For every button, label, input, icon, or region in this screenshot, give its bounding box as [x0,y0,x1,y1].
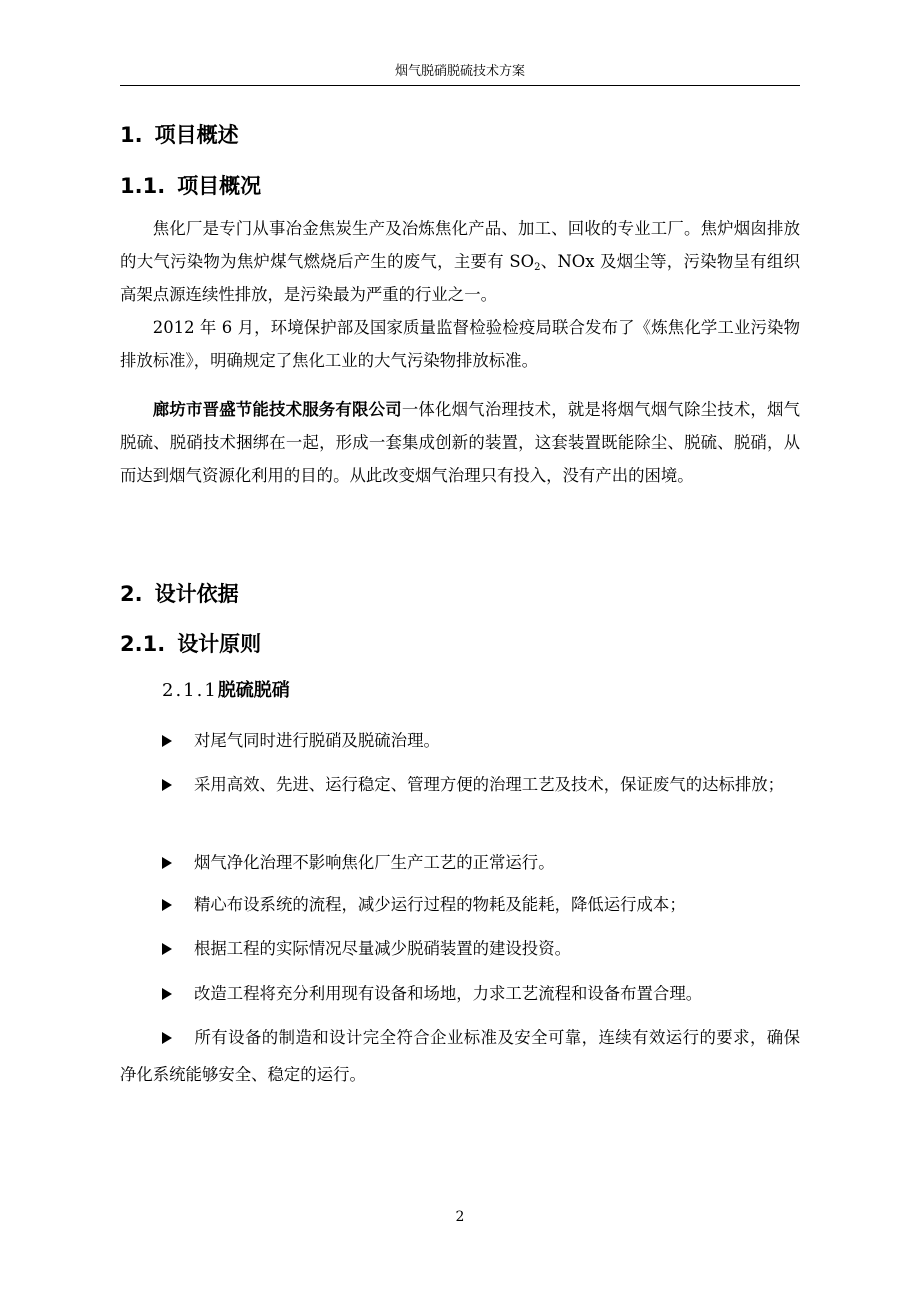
bullet-item: 精心布设系统的流程，减少运行过程的物耗及能耗，降低运行成本； [120,886,800,923]
section-1-number: 1. [120,123,143,147]
arrow-bullet-icon [162,988,172,1000]
arrow-bullet-icon [162,779,172,791]
section-2-1-1-heading [162,678,290,704]
bullet-item: 对尾气同时进行脱硝及脱硫治理。 [120,722,800,759]
page-number: 2 [455,1209,465,1225]
section-1-heading [120,121,239,149]
paragraph-overview: 焦化厂是专门从事冶金焦炭生产及冶炼焦化产品、加工、回收的专业工厂。焦炉烟囱排放的大气污染物为焦炉煤气燃烧后产生的废气，主要有 $SO_2$、NOx 及烟尘等，污染物呈有组织高架点源连续性排放，是污染最为严重的行业之一。 [120,219,800,304]
arrow-bullet-icon [162,899,172,911]
arrow-bullet-icon [162,1032,172,1044]
bullet-item: 采用高效、先进、运行稳定、管理方便的治理工艺及技术，保证废气的达标排放； [120,766,800,803]
bullet-item: 所有设备的制造和设计完全符合企业标准及安全可靠，连续有效运行的要求，确保净化系统能够安全、稳定的运行。 [120,1028,800,1084]
header-rule [120,85,800,86]
paragraph-company: 廊坊市晋盛节能技术服务有限公司一体化烟气治理技术，就是将烟气烟气除尘技术，烟气脱硫、脱硝技术捆绑在一起，形成一套集成创新的装置，这套装置既能除尘、脱硫、脱硝，从而达到烟气资源化利用的目的。从此改变烟气治理只有投入，没有产出的困境。 [120,400,801,485]
section-1-title: 项目概述 [154,123,239,147]
section-1-1-title: 项目概况 [177,174,262,198]
running-header: 烟气脱硝脱硫技术方案 [394,64,525,79]
section-1-1-number: 1.1. [120,174,166,198]
paragraph-standard: 2012 年 6 月，环境保护部及国家质量监督检验检疫局联合发布了《炼焦化学工业污染物排放标准》，明确规定了焦化工业的大气污染物排放标准。 [120,318,800,370]
arrow-bullet-icon [162,943,172,955]
bullet-item: 烟气净化治理不影响焦化厂生产工艺的正常运行。 [120,844,800,881]
section-2-1-number: 2.1. [120,632,166,656]
section-1-1-heading [120,172,261,200]
arrow-bullet-icon [162,735,172,747]
section-2-number: 2. [120,582,143,606]
section-2-1-heading [120,630,261,658]
section-2-1-title: 设计原则 [177,632,262,656]
section-2-1-1-title: 脱硫脱硝 [217,680,290,701]
section-2-title: 设计依据 [154,582,239,606]
bullet-item: 根据工程的实际情况尽量减少脱硝装置的建设投资。 [120,930,800,967]
section-2-1-1-number: 2.1.1 [162,680,218,701]
arrow-bullet-icon [162,857,172,869]
company-name: 廊坊市晋盛节能技术服务有限公司 [152,400,402,419]
bullet-item: 改造工程将充分利用现有设备和场地，力求工艺流程和设备布置合理。 [120,975,800,1012]
section-2-heading [120,580,239,608]
